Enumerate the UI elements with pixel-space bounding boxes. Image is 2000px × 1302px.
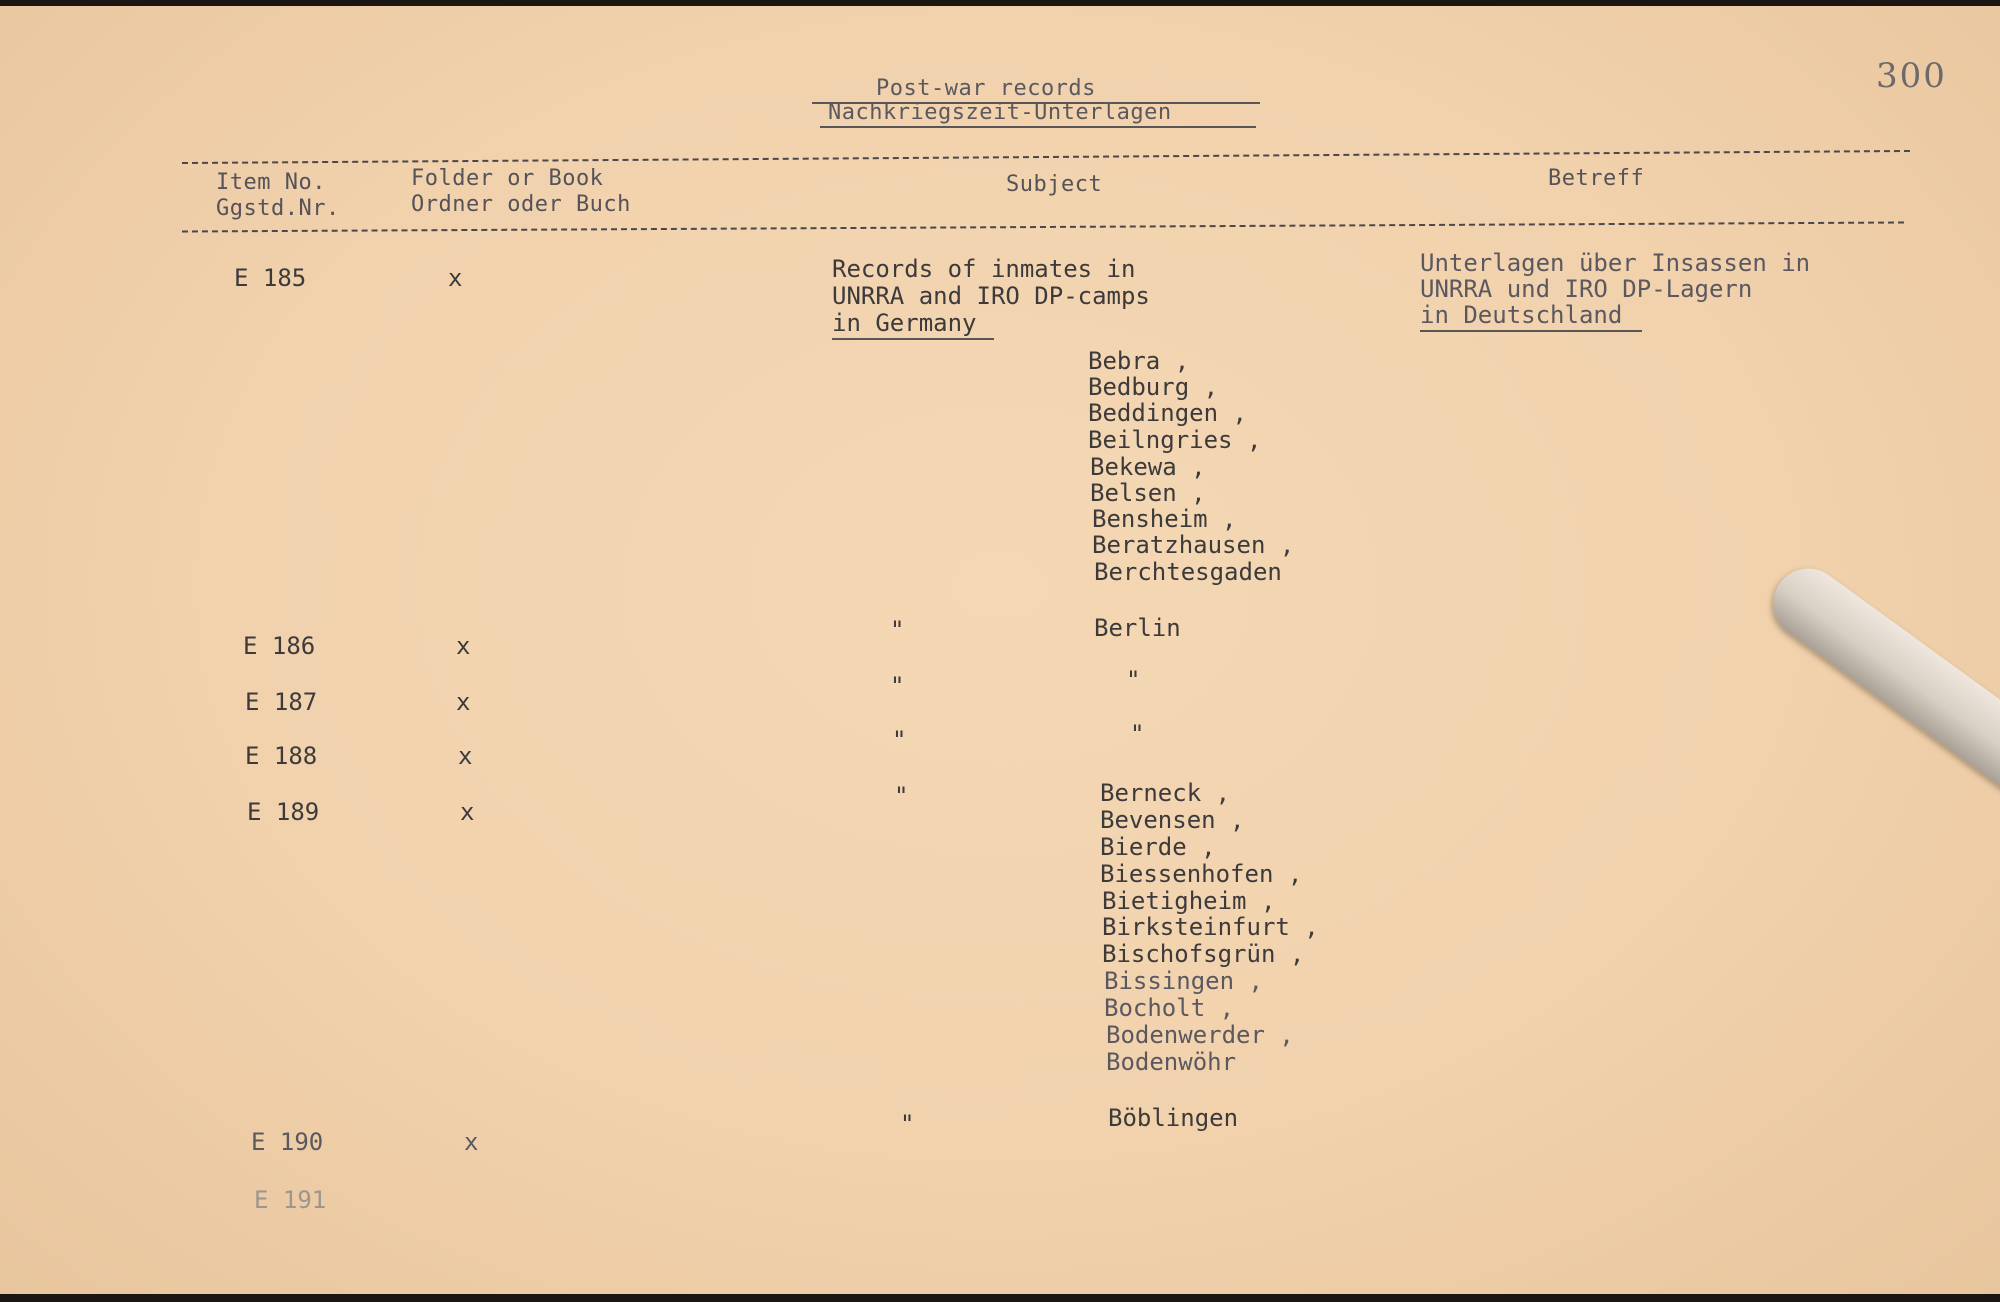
place-ditto-e187: " bbox=[1126, 666, 1141, 694]
place-berchtesgaden: Berchtesgaden bbox=[1094, 558, 1282, 586]
place-bierde: Bierde , bbox=[1100, 833, 1216, 861]
betreff-underline bbox=[1420, 330, 1642, 332]
item-number-e188: E 188 bbox=[245, 742, 318, 770]
item-number-e185: E 185 bbox=[234, 264, 307, 292]
place-ditto-e188: " bbox=[1130, 720, 1145, 748]
item-number-e186: E 186 bbox=[243, 632, 316, 660]
place-bischofsgruen: Bischofsgrün , bbox=[1102, 940, 1305, 968]
place-beilngries: Beilngries , bbox=[1088, 426, 1262, 454]
column-header-subject: Subject bbox=[1006, 172, 1103, 197]
ditto-mark-e187: " bbox=[890, 672, 905, 700]
ditto-mark-e188: " bbox=[892, 726, 907, 754]
item-number-faint: E 191 bbox=[254, 1186, 327, 1214]
subject-line-3: in Germany bbox=[832, 309, 977, 337]
folder-mark-e188: x bbox=[458, 742, 473, 770]
ditto-mark-e189: " bbox=[894, 782, 909, 810]
betreff-line-2: UNRRA und IRO DP-Lagern bbox=[1420, 275, 1753, 303]
subject-line-2: UNRRA and IRO DP-camps bbox=[832, 282, 1150, 310]
subject-line-1: Records of inmates in bbox=[832, 255, 1136, 283]
item-number-e187: E 187 bbox=[245, 688, 318, 716]
place-bebra: Bebra , bbox=[1088, 347, 1190, 375]
tweezer-object bbox=[1759, 555, 2000, 806]
place-boeblingen: Böblingen bbox=[1108, 1104, 1239, 1132]
column-header-ggstd-nr: Ggstd.Nr. bbox=[216, 196, 340, 221]
folder-mark-e187: x bbox=[456, 688, 471, 716]
place-bocholt: Bocholt , bbox=[1104, 994, 1235, 1022]
place-bietigheim: Bietigheim , bbox=[1102, 887, 1276, 915]
place-bensheim: Bensheim , bbox=[1092, 505, 1237, 533]
column-header-item-no: Item No. bbox=[216, 170, 326, 195]
folder-mark-e186: x bbox=[456, 632, 471, 660]
place-biessenhofen: Biessenhofen , bbox=[1100, 860, 1303, 888]
folder-mark-e189: x bbox=[460, 798, 475, 826]
place-bevensen: Bevensen , bbox=[1100, 806, 1245, 834]
item-number-e190: E 190 bbox=[251, 1128, 324, 1156]
table-header-rule bbox=[182, 221, 1904, 232]
ditto-mark-e190: " bbox=[900, 1110, 915, 1138]
place-berlin: Berlin bbox=[1094, 614, 1181, 642]
column-header-betreff: Betreff bbox=[1548, 166, 1645, 191]
betreff-line-3: in Deutschland bbox=[1420, 301, 1623, 329]
place-bissingen: Bissingen , bbox=[1104, 967, 1263, 995]
place-berneck: Berneck , bbox=[1100, 779, 1231, 807]
place-bodenwoehr: Bodenwöhr bbox=[1106, 1048, 1237, 1076]
item-number-e189: E 189 bbox=[247, 798, 320, 826]
header-underline-2 bbox=[820, 126, 1256, 128]
page-number: 300 bbox=[1876, 56, 1947, 96]
table-top-rule bbox=[182, 150, 1910, 164]
column-header-folder: Folder or Book bbox=[411, 166, 604, 191]
betreff-line-1: Unterlagen über Insassen in bbox=[1420, 249, 1811, 277]
place-belsen: Belsen , bbox=[1090, 479, 1206, 507]
place-beddingen: Beddingen , bbox=[1088, 399, 1247, 427]
subject-underline bbox=[832, 338, 994, 340]
folder-mark-e185: x bbox=[448, 264, 463, 292]
place-beratzhausen: Beratzhausen , bbox=[1092, 531, 1295, 559]
column-header-ordner: Ordner oder Buch bbox=[411, 192, 631, 217]
folder-mark-e190: x bbox=[464, 1128, 479, 1156]
header-title-en: Post-war records bbox=[876, 76, 1096, 101]
place-birksteinfurt: Birksteinfurt , bbox=[1102, 913, 1319, 941]
place-bodenwerder: Bodenwerder , bbox=[1106, 1021, 1294, 1049]
scan-border-top bbox=[0, 0, 2000, 6]
place-bedburg: Bedburg , bbox=[1088, 373, 1219, 401]
ditto-mark-e186: " bbox=[890, 616, 905, 644]
place-bekewa: Bekewa , bbox=[1090, 453, 1206, 481]
scan-border-bottom bbox=[0, 1294, 2000, 1302]
header-title-de: Nachkriegszeit-Unterlagen bbox=[828, 100, 1172, 125]
